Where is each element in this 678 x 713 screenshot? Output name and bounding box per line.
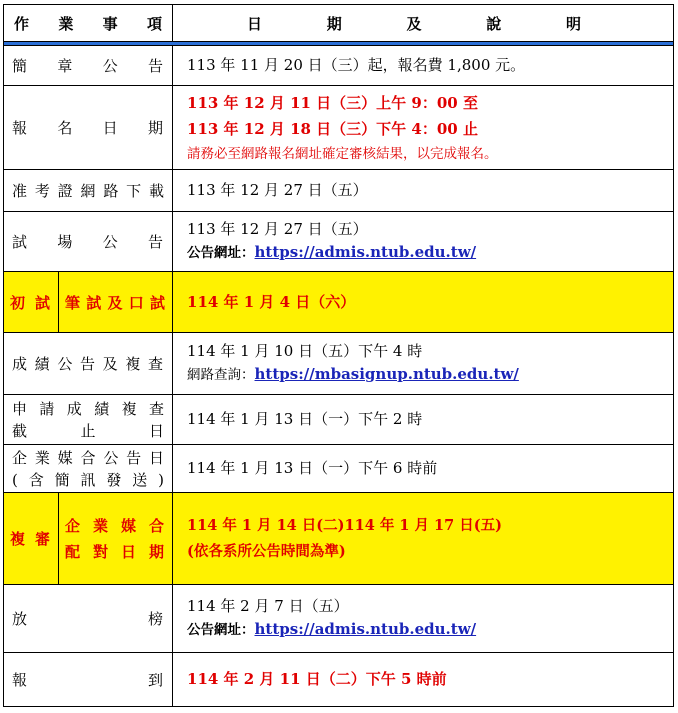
value-brochure: 113 年 11 月 20 日（三）起，報名費 1,800 元。 (173, 46, 674, 86)
row-first-exam (4, 272, 674, 333)
label-score: 成績公告及複查 (4, 333, 173, 395)
second-exam-b-line1: 企業媒合 (65, 516, 167, 535)
header-col1: 作業事項 (4, 5, 173, 42)
row-brochure (4, 46, 674, 86)
label-first-exam-b: 筆試及口試 (59, 272, 173, 333)
label-registration: 報名日期 (4, 86, 173, 170)
value-second-exam (173, 493, 674, 585)
score-link[interactable]: https://mbasignup.ntub.edu.tw/ (254, 365, 519, 383)
value-registration (173, 86, 674, 170)
schedule-table (3, 4, 674, 707)
results-link-prefix: 公告網址： (187, 622, 255, 638)
score-link-prefix: 網路查詢： (187, 367, 255, 383)
value-first-exam: 114 年 1 月 4 日（六） (173, 272, 674, 333)
value-venue (173, 212, 674, 272)
review-deadline-line1: 申請成績複查 (12, 399, 165, 418)
second-exam-dates: 114 年 1 月 14 日(二)114 年 1 月 17 日(五) (187, 516, 503, 534)
label-first-exam-a: 初試 (4, 272, 59, 333)
value-report: 114 年 2 月 11 日（二）下午 5 時前 (173, 653, 674, 707)
value-admission-ticket: 113 年 12 月 27 日（五） (173, 170, 674, 212)
row-matching-notice (4, 445, 674, 493)
label-review-deadline (4, 395, 173, 445)
label-venue: 試場公告 (4, 212, 173, 272)
results-date: 114 年 2 月 7 日（五） (187, 597, 349, 615)
second-exam-b-line2: 配對日期 (65, 542, 167, 561)
row-venue (4, 212, 674, 272)
header-row (4, 5, 674, 42)
registration-note: 請務必至網路報名網址確定審核結果，以完成報名。 (187, 145, 498, 162)
venue-link-prefix: 公告網址： (187, 245, 255, 261)
matching-notice-line1: 企業媒合公告日 (12, 448, 165, 467)
label-results: 放榜 (4, 585, 173, 653)
results-link[interactable]: https://admis.ntub.edu.tw/ (254, 620, 477, 638)
row-registration (4, 86, 674, 170)
score-date: 114 年 1 月 10 日（五）下午 4 時 (187, 342, 423, 360)
venue-date: 113 年 12 月 27 日（五） (187, 220, 368, 238)
row-report (4, 653, 674, 707)
registration-end: 113 年 12 月 18 日（三）下午 4：00 止 (187, 119, 478, 138)
value-results (173, 585, 674, 653)
row-review-deadline (4, 395, 674, 445)
label-matching-notice (4, 445, 173, 493)
row-second-exam (4, 493, 674, 585)
value-review-deadline: 114 年 1 月 13 日（一）下午 2 時 (173, 395, 674, 445)
label-report: 報到 (4, 653, 173, 707)
venue-link[interactable]: https://admis.ntub.edu.tw/ (254, 243, 477, 261)
row-results (4, 585, 674, 653)
matching-notice-line2: (含簡訊發送) (12, 470, 165, 489)
label-second-exam-b (59, 493, 173, 585)
review-deadline-line2: 截止日 (12, 421, 165, 440)
header-col2: 日期及說明 (173, 5, 674, 42)
row-admission-ticket (4, 170, 674, 212)
label-second-exam-a: 複審 (4, 493, 59, 585)
second-exam-note: (依各系所公告時間為準) (187, 542, 346, 560)
value-matching-notice: 114 年 1 月 13 日（一）下午 6 時前 (173, 445, 674, 493)
label-admission-ticket: 准考證網路下載 (4, 170, 173, 212)
label-brochure: 簡章公告 (4, 46, 173, 86)
value-score (173, 333, 674, 395)
registration-start: 113 年 12 月 11 日（三）上午 9：00 至 (187, 93, 478, 112)
row-score (4, 333, 674, 395)
